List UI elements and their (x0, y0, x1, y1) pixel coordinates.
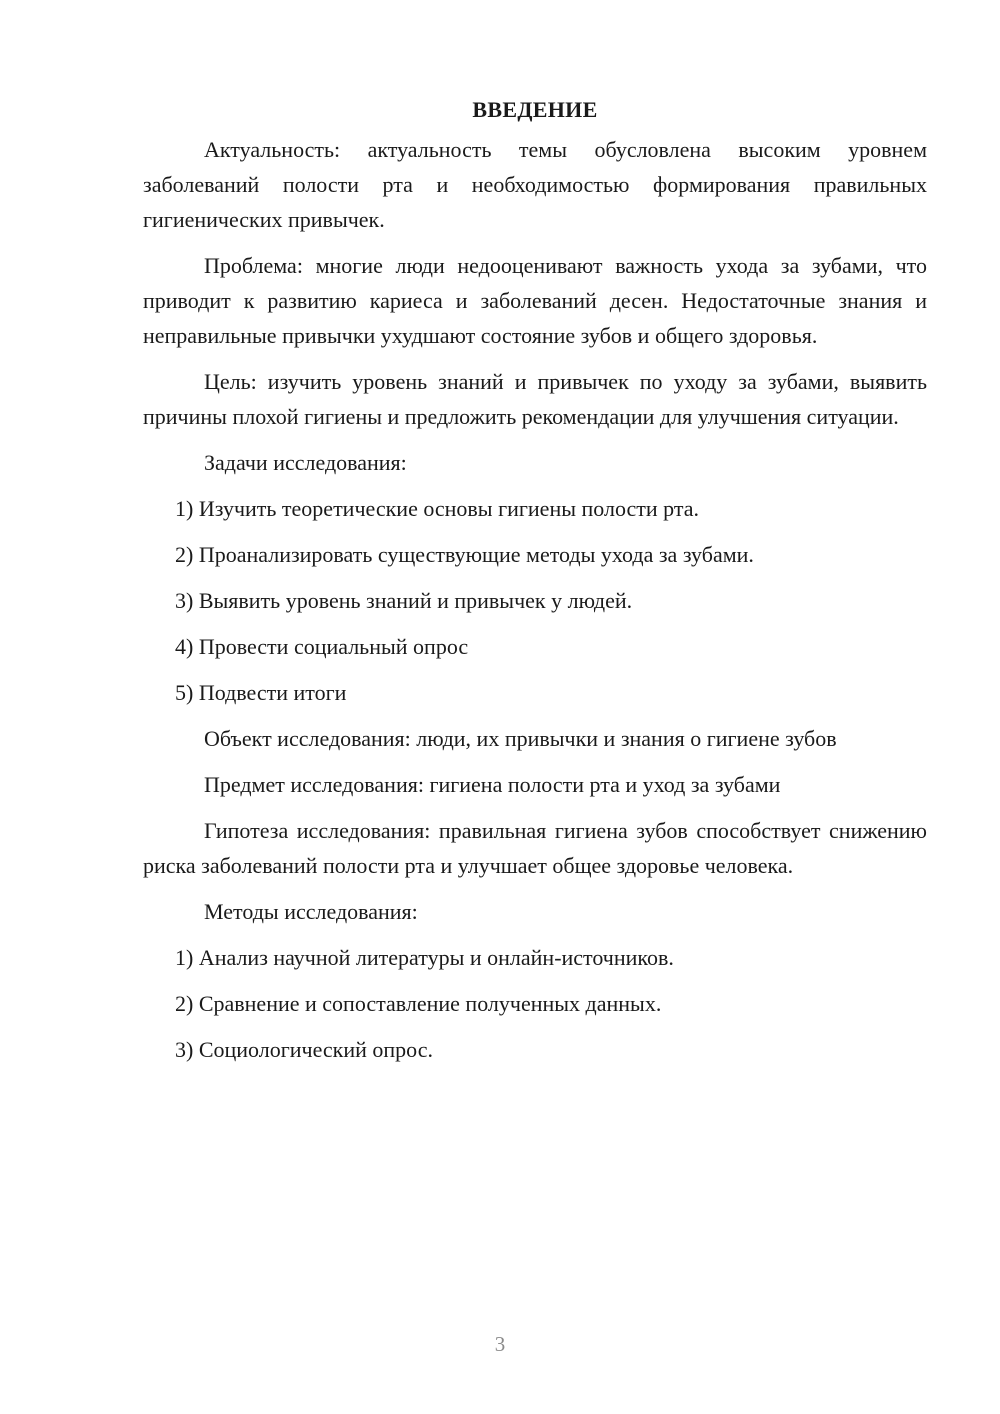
method-item-3: 3) Социологический опрос. (175, 1037, 433, 1062)
page-number: 3 (494, 1332, 506, 1356)
section-title: ВВЕДЕНИЕ (472, 97, 598, 122)
goal-paragraph: Цель: изучить уровень знаний и привычек по уходу за зубами, выявить причины плохой гигиены и предложить рекомендации для улучшения ситуации. (143, 369, 927, 429)
task-item-2: 2) Проанализировать существующие методы ухода за зубами. (175, 542, 754, 567)
page-content (143, 92, 927, 1078)
object-line: Объект исследования: люди, их привычки и знания о гигиене зубов (204, 726, 837, 751)
method-item-1: 1) Анализ научной литературы и онлайн-источников. (175, 945, 674, 970)
problem-paragraph: Проблема: многие люди недооценивают важность ухода за зубами, что приводит к развитию кариеса и заболеваний десен. Недостаточные знания и неправильные привычки ухудшают состояние зубов и общего здоровья. (143, 253, 927, 348)
task-item-5: 5) Подвести итоги (175, 680, 347, 705)
subject-line: Предмет исследования: гигиена полости рта и уход за зубами (204, 772, 781, 797)
task-item-4: 4) Провести социальный опрос (175, 634, 469, 659)
tasks-label: Задачи исследования: (204, 450, 407, 475)
relevance-paragraph: Актуальность: актуальность темы обусловлена высоким уровнем заболеваний полости рта и необходимостью формирования правильных гигиенических привычек. (143, 137, 927, 232)
hypothesis-paragraph: Гипотеза исследования: правильная гигиена зубов способствует снижению риска заболеваний полости рта и улучшает общее здоровье человека. (143, 818, 927, 878)
methods-label: Методы исследования: (204, 899, 418, 924)
method-item-2: 2) Сравнение и сопоставление полученных данных. (175, 991, 662, 1016)
task-item-3: 3) Выявить уровень знаний и привычек у людей. (175, 588, 633, 613)
task-item-1: 1) Изучить теоретические основы гигиены полости рта. (175, 496, 700, 521)
